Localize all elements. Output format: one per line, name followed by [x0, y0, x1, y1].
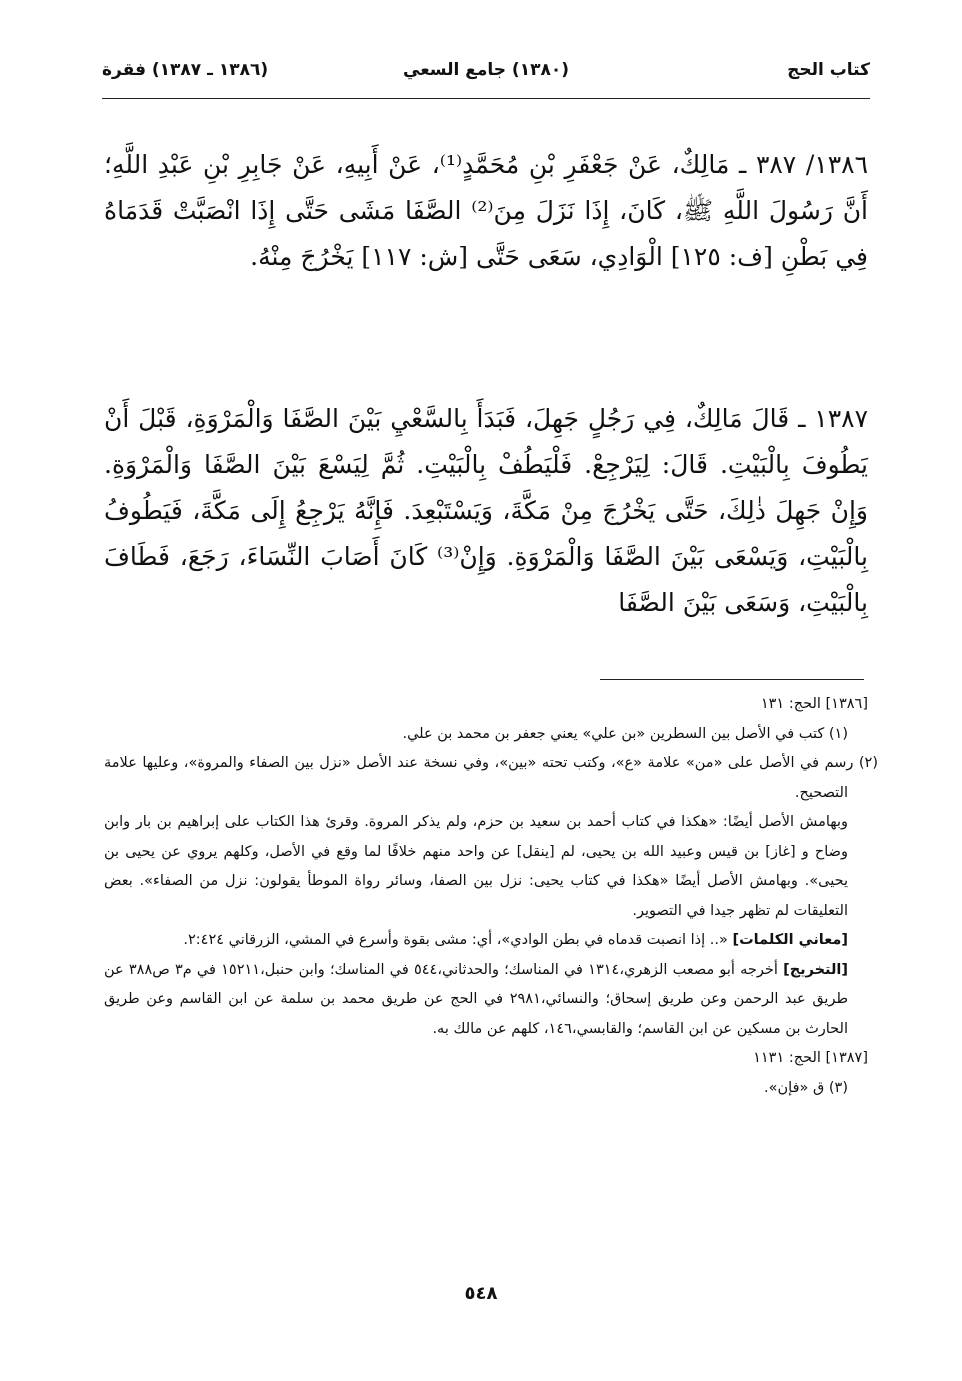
footnote-1: (١) كتب في الأصل بين السطرين «بن علي» يعني جعفر بن محمد بن علي.: [402, 725, 848, 742]
cross-reference-1387: [١٣٨٧] الحج: ١١٣١: [753, 1050, 868, 1066]
cross-reference-1386: [١٣٨٦] الحج: ١٣١: [760, 696, 868, 712]
takhrij: [104, 956, 868, 1045]
footnote-2-margin-note: وبهامش الأصل أيضًا: «هكذا في كتاب أحمد بن سعيد بن حزم، ولم يذكر المروة. وقرئ هذا الكتاب على إبراهيم بن بار وابن وضاح و [غاز] بن قيس وعبيد الله بن يحيى، لم [ينقل] عن واحد منهم خلافًا لما وقع في الأصل، وكلهم يروي عن يحيى بن يحيى». وبهامش الأصل أيضًا «هكذا في كتاب يحيى: نزل بين الصفا، وسائر رواة الموطأ يقولون: نزل من الصفاء». بعض التعليقات لم تظهر جيدا في التصوير.: [104, 814, 848, 919]
word-meanings-label: [معاني الكلمات]: [732, 932, 848, 948]
word-meanings: [104, 926, 868, 956]
page-number: ٥٤٨: [464, 1283, 498, 1304]
hadith-paragraph-1386: ١٣٨٦/ ٣٨٧ ـ مَالِكٌ، عَنْ جَعْفَرِ بْنِ مُحَمَّدٍ⁽¹⁾، عَنْ أَبِيهِ، عَنْ جَابِرِ بْنِ عَبْدِ اللَّهِ؛ أَنَّ رَسُولَ اللَّهِ ﷺ، كَانَ، إِذَا نَزَلَ مِنَ⁽²⁾ الصَّفَا مَشَى حَتَّى إِذَا انْصَبَّتْ قَدَمَاهُ فِي بَطْنِ [ف: ١٢٥] الْوَادِي، سَعَى حَتَّى [ش: ١١٧] يَخْرُجَ مِنْهُ.: [104, 150, 868, 271]
header-book-title: كتاب الحج: [787, 60, 870, 80]
takhrij-label: [التخريج]: [783, 961, 849, 978]
takhrij-text: أخرجه أبو مصعب الزهري،١٣١٤ في المناسك؛ والحدثاني،٥٤٤ في المناسك؛ وابن حنبل،١٥٢١١ في م٣ ص٣٨٨ عن طريق عبد الرحمن وعن طريق إسحاق؛ والنسائي،٢٩٨١ في الحج عن طريق محمد بن سلمة عن ابن القاسم وعن طريق الحارث بن مسكين عن ابن القاسم؛ والقابسي،١٤٦، كلهم عن مالك به.: [104, 961, 849, 1037]
header-divider: [102, 98, 870, 99]
footnote-3: (٣) ق «فإن».: [764, 1079, 848, 1096]
hadith-paragraph-1387: ١٣٨٧ ـ قَالَ مَالِكٌ، فِي رَجُلٍ جَهِلَ، فَبَدَأَ بِالسَّعْيِ بَيْنَ الصَّفَا وَالْمَرْوَةِ، قَبْلَ أَنْ يَطُوفَ بِالْبَيْتِ. قَالَ: لِيَرْجِعْ. فَلْيَطُفْ بِالْبَيْتِ. ثُمَّ لِيَسْعَ بَيْنَ الصَّفَا وَالْمَرْوَةِ. وَإِنْ جَهِلَ ذٰلِكَ، حَتَّى يَخْرُجَ مِنْ مَكَّةَ، وَيَسْتَبْعِدَ. فَإِنَّهُ يَرْجِعُ إِلَى مَكَّةَ، فَيَطُوفُ بِالْبَيْتِ، وَيَسْعَى بَيْنَ الصَّفَا وَالْمَرْوَةِ. وَإِنْ⁽³⁾ كَانَ أَصَابَ النِّسَاءَ، رَجَعَ، فَطَافَ بِالْبَيْتِ، وَسَعَى بَيْنَ الصَّفَا: [104, 404, 868, 617]
footnote-divider: [600, 679, 864, 680]
running-header: [102, 60, 870, 90]
footnote-2: (٢) رسم في الأصل على «من» علامة «ع»، وكتب تحته «بين»، وفي نسخة عند الأصل «نزل بين الصفاء والمروة»، وعليها علامة التصحيح.: [104, 755, 878, 801]
header-chapter-title: (١٣٨٠) جامع السعي: [403, 60, 569, 80]
footnotes-section: [104, 690, 878, 1103]
header-paragraph-range: (١٣٨٦ ـ ١٣٨٧) فقرة: [102, 60, 269, 80]
word-meanings-text: «.. إذا انصبت قدماه في بطن الوادي»، أي: مشى بقوة وأسرع في المشي، الزرقاني ٢:٤٢٤.: [183, 932, 728, 948]
